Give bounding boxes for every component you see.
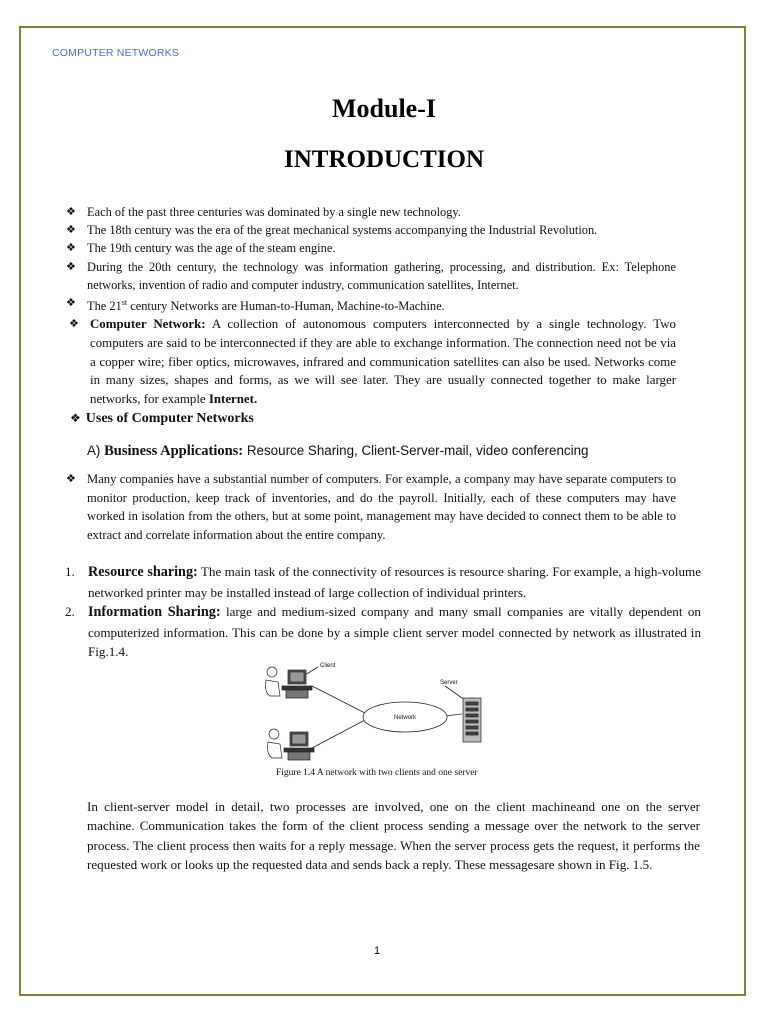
list-item: ❖ Each of the past three centuries was dominated by a single new technology. <box>62 203 676 221</box>
list-item: ❖ The 18th century was the era of the great mechanical systems accompanying the Industrial Revolution. <box>62 221 676 239</box>
list-item: ❖ Many companies have a substantial number of computers. For example, a company may have separate computers to monitor production, keep track of inventories, and do the payroll. Initially, each of these computers may have worked in isolation from the others, but at some point, management may have decided to connect them to be able to extract and correlate information about the entire company. <box>66 472 676 542</box>
list-item: 1. Resource sharing: The main task of the connectivity of resources is resource sharing. For example, a high-volume networked printer may be installed instead of large collection of individual printers. <box>65 564 702 600</box>
list-item: 2. Information Sharing: large and medium-sized company and many small companies are vitally dependent on computerized information. This can be done by a simple client server model connected by network as illustrated in Fig.1.4. <box>65 604 701 660</box>
client-label: Client <box>320 663 336 669</box>
client-server-paragraph: In client-server model in detail, two processes are involved, one on the client machineand one on the server machine. Communication takes the form of the client process sending a message over the network to the server process. The client process then waits for a reply message. When the server process gets the request, it performs the requested work or looks up the requested data and sends back a reply. These messagesare shown in Fig. 1.5. <box>87 799 700 873</box>
network-label: Network <box>393 715 417 721</box>
diamond-bullet-icon: ❖ <box>70 411 81 425</box>
companies-bullet-list <box>62 470 676 544</box>
server-label: Server <box>440 680 458 686</box>
running-header: COMPUTER NETWORKS <box>52 47 180 59</box>
client-computer-icon <box>268 729 315 760</box>
uses-heading: ❖ Uses of Computer Networks <box>70 411 254 426</box>
diamond-bullet-icon: ❖ <box>66 473 76 485</box>
client-server-figure <box>260 658 505 768</box>
section-title: INTRODUCTION <box>283 146 485 173</box>
diamond-bullet-icon: ❖ <box>69 318 79 331</box>
diamond-bullet-icon: ❖ <box>66 297 76 310</box>
network-link <box>445 714 462 716</box>
business-applications-line: A) Business Applications: Resource Sharing, Client-Server-mail, video conferencing <box>87 443 589 459</box>
diamond-bullet-icon: ❖ <box>66 224 76 237</box>
diamond-bullet-icon: ❖ <box>66 242 76 255</box>
computer-network-definition: ❖ Computer Network: A collection of autonomous computers interconnected by a single technology. Two computers are said to be interconnected if they are able to exchange information. The connection need not be via a copper wire; fiber optics, microwaves, infrared and communication satellites can also be used. Networks come in many sizes, shapes and forms, as we will see later. They are usually connected together to make larger networks, for example Internet. <box>69 317 676 406</box>
client-computer-icon <box>266 667 313 698</box>
label-pointer <box>445 686 465 700</box>
figure-caption: Figure 1.4 A network with two clients and one server <box>276 768 478 778</box>
network-link <box>312 686 365 713</box>
page-number: 1 <box>373 945 381 957</box>
diamond-bullet-icon: ❖ <box>66 260 76 273</box>
list-item: ❖ The 19th century was the age of the steam engine. <box>62 239 676 257</box>
network-link <box>312 720 365 748</box>
list-item: ❖ The 21st century Networks are Human-to-Human, Machine-to-Machine. <box>62 294 676 315</box>
list-item: ❖ During the 20th century, the technology was information gathering, processing, and distribution. Ex: Telephone networks, invention of radio and computer industry, communication satellites, Internet. <box>66 259 676 292</box>
diamond-bullet-icon: ❖ <box>66 206 76 218</box>
module-title: Module-I <box>332 94 436 123</box>
numbered-list <box>65 562 701 662</box>
server-icon <box>463 698 481 742</box>
intro-bullet-list <box>62 203 676 408</box>
